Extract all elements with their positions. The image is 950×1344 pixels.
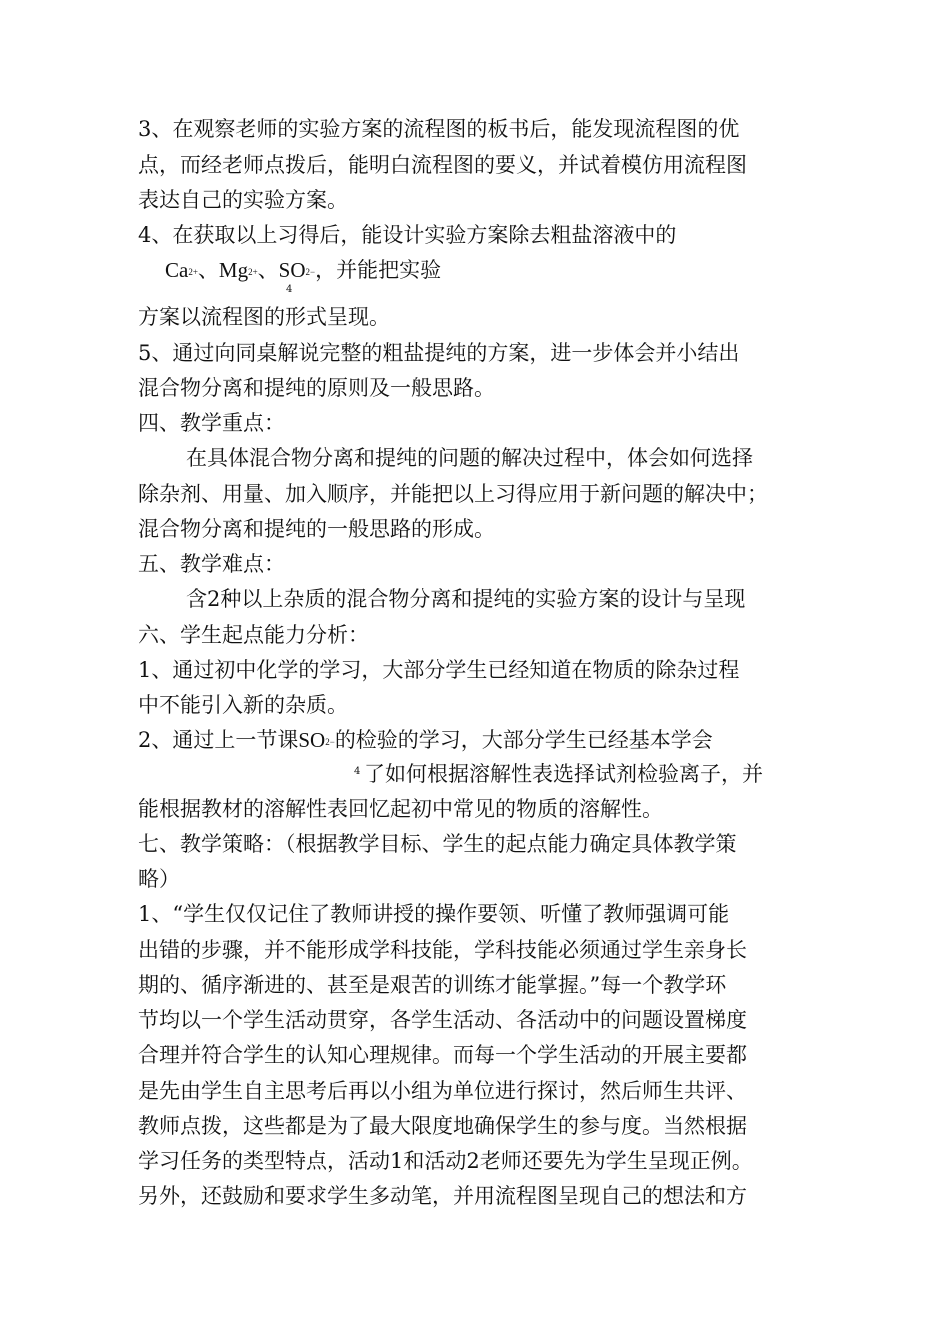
objective-3-line-3: 表达自己的实验方案。 [138, 188, 348, 212]
strategy-1-line-6: 是先由学生自主思考后再以小组为单位进行探讨，然后师生共评、 [138, 1079, 747, 1103]
calcium-charge: 2+ [188, 267, 198, 277]
section-5-heading: 五、教学难点： [138, 552, 285, 576]
analysis-2-line-1 [138, 726, 713, 754]
key-points-line-1: 在具体混合物分离和提纯的问题的解决过程中，体会如何选择 [186, 446, 753, 470]
calcium-ion: Ca [165, 258, 189, 282]
separator: 、 [257, 258, 279, 282]
sulfate-charge: 2− [305, 267, 316, 277]
analysis-2-suffix: 的检验的学习，大部分学生已经基本学会 [334, 728, 713, 752]
magnesium-charge: 2+ [248, 267, 258, 277]
key-points-line-2: 除杂剂、用量、加入顺序，并能把以上习得应用于新问题的解决中； [138, 482, 768, 506]
section-4-heading: 四、教学重点： [138, 411, 285, 435]
sulfate-subscript: 4 [354, 766, 361, 777]
objective-4-line-1: 4、在获取以上习得后，能设计实验方案除去粗盐溶液中的 [138, 223, 677, 247]
sulfate-charge: 2− [325, 737, 335, 747]
analysis-1-line-2: 中不能引入新的杂质。 [138, 693, 348, 717]
analysis-2-line-3: 能根据教材的溶解性表回忆起初中常见的物质的溶解性。 [138, 797, 663, 821]
strategy-1-line-8: 学习任务的类型特点，活动1和活动2老师还要先为学生呈现正例。 [138, 1149, 753, 1173]
analysis-2-prefix: 2、通过上一节课 [138, 728, 299, 752]
key-points-line-3: 混合物分离和提纯的一般思路的形成。 [138, 517, 495, 541]
objective-4-line-3: 方案以流程图的形式呈现。 [138, 305, 390, 329]
strategy-1-line-9: 另外，还鼓励和要求学生多动笔，并用流程图呈现自己的想法和方 [138, 1184, 747, 1208]
strategy-1-line-3: 期的、循序渐进的、甚至是艰苦的训练才能掌握。”每一个教学环 [138, 973, 727, 997]
analysis-1-line-1: 1、通过初中化学的学习，大部分学生已经知道在物质的除杂过程 [138, 658, 740, 682]
difficulty-line: 含2种以上杂质的混合物分离和提纯的实验方案的设计与呈现 [186, 587, 746, 611]
sulfate-ion: SO [298, 728, 326, 752]
objective-5-line-2: 混合物分离和提纯的原则及一般思路。 [138, 376, 495, 400]
magnesium-ion: Mg [218, 258, 249, 282]
section-7-heading-cont: 略） [138, 867, 180, 891]
objective-3-line-2: 点，而经老师点拨后，能明白流程图的要义，并试着模仿用流程图 [138, 153, 747, 177]
strategy-1-line-5: 合理并符合学生的认知心理规律。而每一个学生活动的开展主要都 [138, 1043, 747, 1067]
strategy-1-line-4: 节均以一个学生活动贯穿，各学生活动、各活动中的问题设置梯度 [138, 1008, 747, 1032]
strategy-1-line-2: 出错的步骤，并不能形成学科技能，学科技能必须通过学生亲身长 [138, 938, 747, 962]
section-7-heading: 七、教学策略：（根据教学目标、学生的起点能力确定具体教学策 [138, 832, 737, 856]
sulfate-subscript: 4 [286, 284, 293, 295]
sulfate-ion: SO [278, 258, 306, 282]
ions-line [165, 256, 441, 284]
strategy-1-line-7: 教师点拨，这些都是为了最大限度地确保学生的参与度。当然根据 [138, 1114, 747, 1138]
separator: 、 [197, 258, 219, 282]
strategy-1-line-1: 1、“学生仅仅记住了教师讲授的操作要领、听懂了教师强调可能 [138, 902, 730, 926]
section-6-heading: 六、学生起点能力分析： [138, 623, 369, 647]
objective-5-line-1: 5、通过向同桌解说完整的粗盐提纯的方案，进一步体会并小结出 [138, 341, 740, 365]
analysis-2-line-2: 了如何根据溶解性表选择试剂检验离子，并 [364, 762, 763, 786]
objective-3-line-1: 3、在观察老师的实验方案的流程图的板书后，能发现流程图的优 [138, 117, 740, 141]
ions-line-tail: ，并能把实验 [315, 258, 442, 282]
